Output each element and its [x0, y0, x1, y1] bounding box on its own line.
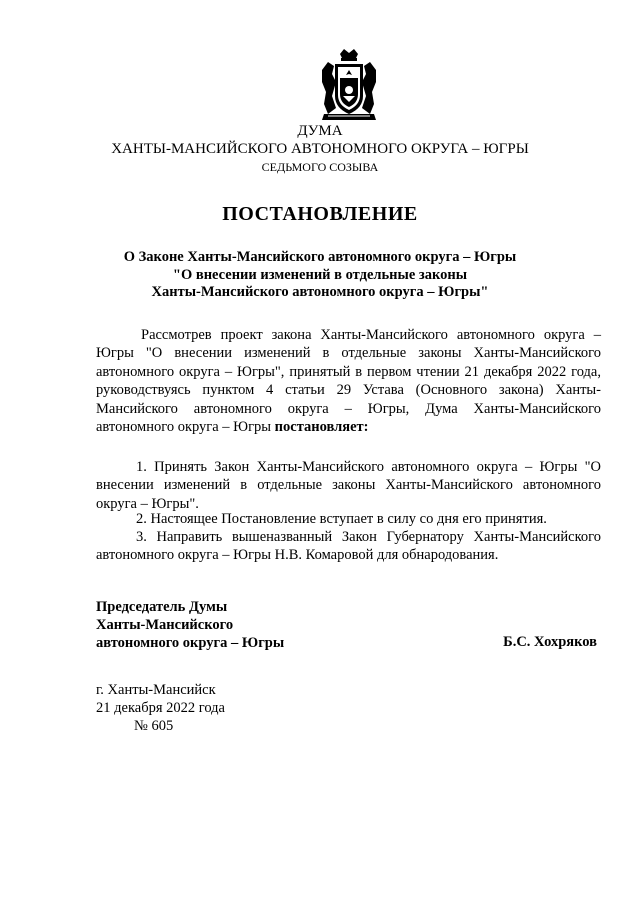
signatory-position: [96, 598, 284, 652]
org-title: ДУМА: [297, 123, 343, 139]
signatory-name: Б.С. Хохряков: [503, 634, 597, 650]
position-line: автономного округа – Югры: [96, 635, 285, 651]
coat-of-arms-icon: [318, 48, 380, 122]
intro-bold: постановляет:: [274, 419, 369, 436]
document-footer: [96, 681, 225, 735]
org-header: [0, 122, 640, 176]
document-subject: [0, 249, 640, 302]
position-line: Председатель Думы: [96, 599, 228, 615]
date: 21 декабря 2022 года: [96, 700, 225, 716]
org-name: ХАНТЫ-МАНСИЙСКОГО АВТОНОМНОГО ОКРУГА – ЮГРЫ: [111, 141, 529, 157]
subject-line: О Законе Ханты-Мансийского автономного округа – Югры: [123, 249, 517, 265]
document-number: № 605: [134, 718, 174, 734]
intro-text: Рассмотрев проект закона Ханты-Мансийского автономного округа – Югры "О внесении изменений в отдельные законы Ханты-Мансийского автономного округа – Югры", принятый в первом чтении 21 декабря 2022 года, руководствуясь пунктом 4 статьи 29 Устава (Основного закона) Ханты-Мансийского автономного округа – Югры, Дума Ханты-Мансийского автономного округа – Югры: [96, 327, 601, 436]
document-type: ПОСТАНОВЛЕНИЕ: [222, 203, 418, 225]
subject-line: "О внесении изменений в отдельные законы: [172, 266, 468, 283]
city: г. Ханты-Мансийск: [96, 682, 216, 698]
list-item: 1. Принять Закон Ханты-Мансийского автономного округа – Югры "О внесении изменений в отдельные законы Ханты-Мансийского автономного округа – Югры".: [96, 459, 601, 512]
list-item: 3. Направить вышеназванный Закон Губернатору Ханты-Мансийского автономного округа – Югры Н.В. Комаровой для обнародования.: [96, 529, 601, 564]
position-line: Ханты-Мансийского: [96, 617, 234, 633]
convocation: СЕДЬМОГО СОЗЫВА: [261, 160, 379, 174]
intro-paragraph: [96, 326, 601, 436]
subject-line: Ханты-Мансийского автономного округа – Югры": [151, 284, 489, 300]
list-item: 2. Настоящее Постановление вступает в силу со дня его принятия.: [136, 511, 547, 527]
